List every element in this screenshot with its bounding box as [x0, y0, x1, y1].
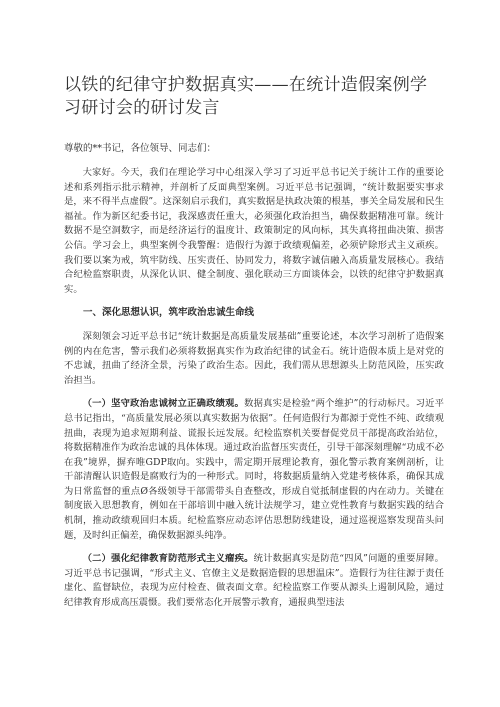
salutation: 尊敬的**书记，各位领导、同志们： — [64, 143, 217, 154]
subsection-1-text: 数据真实是检验“两个维护”的行动标尺。习近平总书记指出，“高质量发展必须以真实数据为依据”。任何造假行为都源于党性不纯、政绩观扭曲，表现为追求短期利益、谎报长远发展。纪检监察机关要督促党员干部提高政治站位，将数据精准作为政治忠诚的具体体现。通过政治监督压实责任，引导干部深刻理解“功成不必在我”境界，摒弃唯GDP取向。实践中，需定期开展理论教育，强化警示教育案例剖析，让干部清醒认识造假是腐败行为的一种形式。同时，将数据质量纳入党建考核体系，确保其成为日常监督的重点Ø各级领导干部需带头自查整改，形成自觉抵制虚假的内在动力。关键在制度嵌入思想教育，例如在干部培训中融入统计法规学习，建立党性教育与数据实践的结合机制，推动政绩观回归本质。纪检监察应动态评估思想防线建设，通过巡视巡察发现苗头问题，及时纠正偏差，确保数据源头纯净。 — [64, 398, 444, 541]
document-title: 以铁的纪律守护数据真实——在统计造假案例学习研讨会的研讨发言 — [64, 75, 428, 118]
subsection-2-text: 统计数据真实是防范“四风”问题的重要屏障。习近平总书记强调，“形式主义、官僚主义是数据造假的思想温床”。造假行为往往源于责任虚化、监督缺位，表现为应付检查、做表面文章。纪检监察工作要从源头上遏制风险，通过纪律教育形成高压震慑。我们要常态化开展警示教育，通报典型违法 — [64, 553, 445, 609]
section-1-heading: 一、深化思想认识，筑牢政治忠诚生命线 — [83, 307, 255, 319]
subsection-2-paragraph — [64, 552, 444, 610]
subsection-2-lead: （二）强化纪律教育防范形式主义瘤疾。 — [82, 553, 254, 565]
subsection-1-paragraph — [64, 397, 444, 543]
intro-paragraph: 大家好。今天，我们在理论学习中心组深入学习了习近平总书记关于统计工作的重要论述和系列指示批示精神，并剖析了反面典型案例。习近平总书记强调，“统计数据要实事求是，来不得半点虚假”。这深刻启示我们，真实数据是执政决策的根基，事关全局发展和民生福祉。作为新区纪委书记，我深感责任重大，必须强化政治担当，确保数据精准可靠。统计数据不是空洞数字，而是经济运行的温度计、政策制定的风向标，其失真将扭曲决策、损害公信。学习会上，典型案例令我警醒：造假行为源于政绩观偏差，必须铲除形式主义顽疾。我们要以案为戒，筑牢防线、压实责任、协同发力，将数字诚信融入高质量发展核心。我结合纪检监察职责，从深化认识、健全制度、强化联动三方面谈体会，以铁的纪律守护数据真实。 — [64, 167, 444, 295]
subsection-1-lead: （一）坚守政治忠诚树立正确政绩观。 — [82, 398, 245, 410]
section-1-paragraph: 深刻领会习近平总书记“统计数据是高质量发展基础”重要论述，本次学习剖析了造假案例的内在危害，警示我们必须将数据真实作为政治纪律的试金石。统计造假本质上是对党的不忠诚，扭曲了经济全景，污染了政治生态。因此，我们需从思想源头上防范风险，压实政治担当。 — [64, 330, 444, 386]
